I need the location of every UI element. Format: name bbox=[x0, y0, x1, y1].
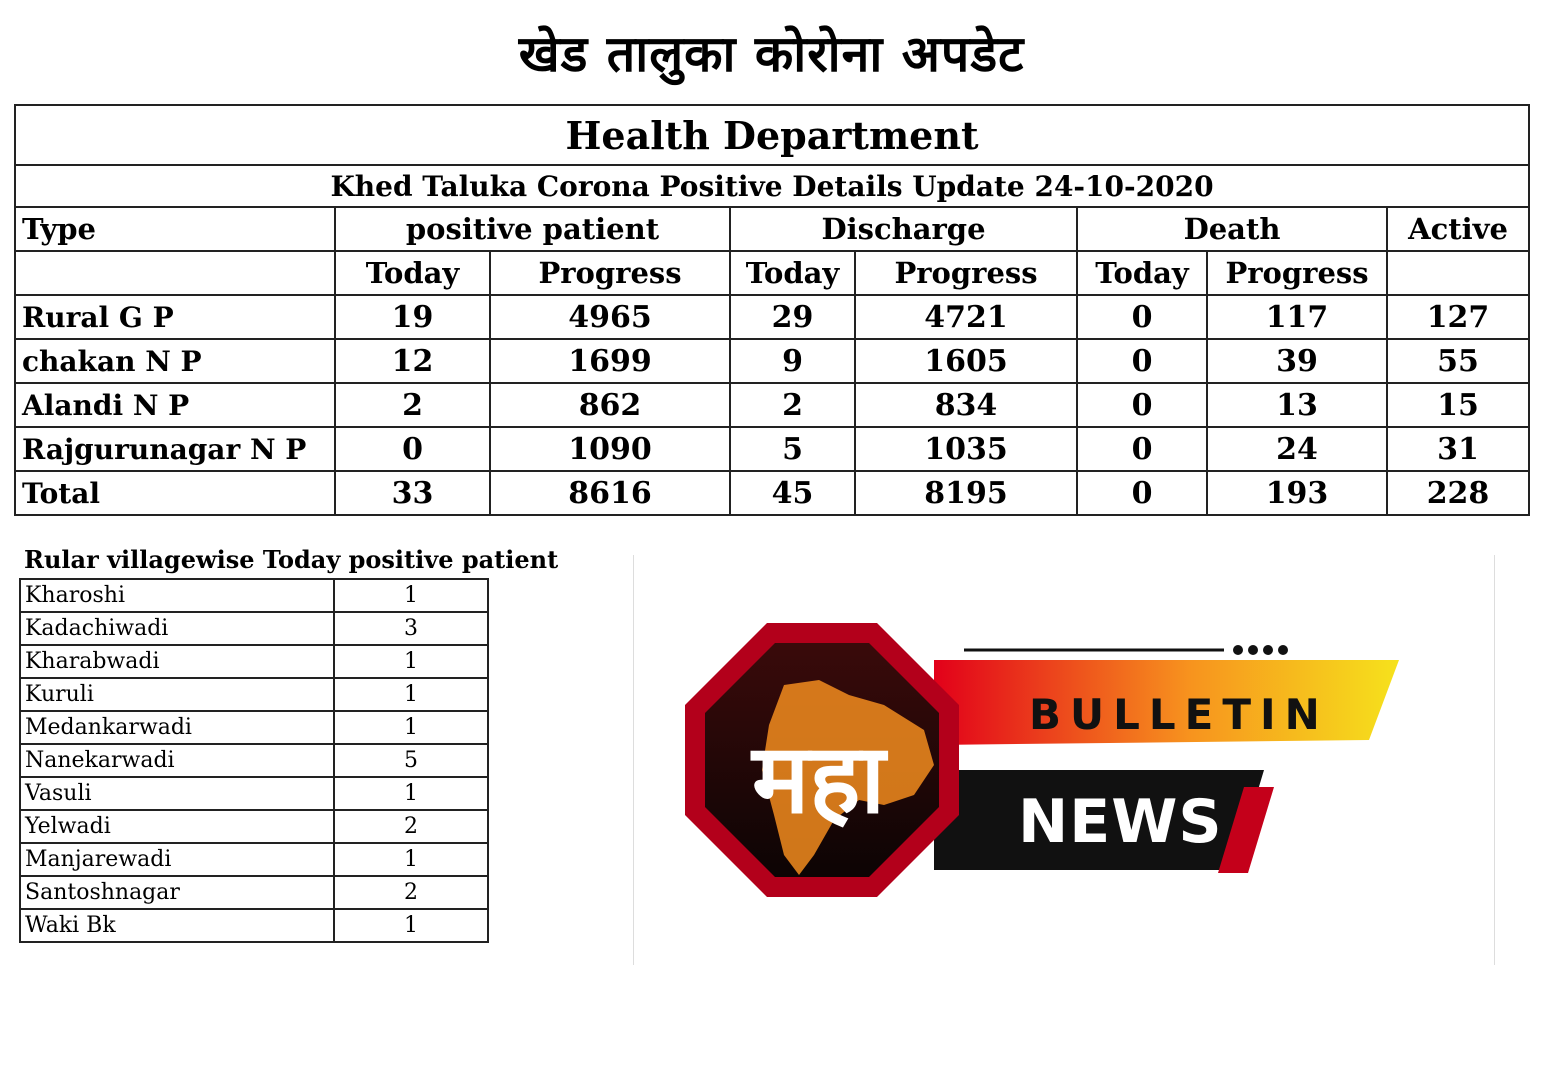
death-progress: 24 bbox=[1207, 427, 1387, 471]
village-count: 1 bbox=[334, 711, 488, 744]
table-title: Health Department bbox=[15, 105, 1529, 165]
list-item bbox=[20, 843, 488, 876]
death-today: 0 bbox=[1077, 295, 1207, 339]
death-today: 0 bbox=[1077, 383, 1207, 427]
village-name: Manjarewadi bbox=[20, 843, 334, 876]
active: 31 bbox=[1387, 427, 1529, 471]
list-item bbox=[20, 645, 488, 678]
death-today: 0 bbox=[1077, 427, 1207, 471]
village-count: 1 bbox=[334, 777, 488, 810]
header-positive-progress: Progress bbox=[490, 251, 730, 295]
village-count: 2 bbox=[334, 810, 488, 843]
header-discharge: Discharge bbox=[730, 207, 1077, 251]
dis-today: 45 bbox=[730, 471, 855, 515]
dis-today: 9 bbox=[730, 339, 855, 383]
header-active-blank bbox=[1387, 251, 1529, 295]
logo-bulletin-text: BULLETIN bbox=[1029, 690, 1329, 739]
logo-news-text: NEWS bbox=[1018, 787, 1223, 857]
list-item bbox=[20, 711, 488, 744]
village-count: 2 bbox=[334, 876, 488, 909]
maha-bulletin-news-logo bbox=[633, 555, 1495, 965]
dis-progress: 1035 bbox=[855, 427, 1077, 471]
table-row bbox=[15, 295, 1529, 339]
dis-progress: 1605 bbox=[855, 339, 1077, 383]
row-type: chakan N P bbox=[15, 339, 335, 383]
list-item bbox=[20, 744, 488, 777]
header-blank bbox=[15, 251, 335, 295]
village-count: 1 bbox=[334, 909, 488, 942]
village-count: 1 bbox=[334, 645, 488, 678]
village-count: 1 bbox=[334, 579, 488, 612]
pos-today: 2 bbox=[335, 383, 490, 427]
village-count: 1 bbox=[334, 678, 488, 711]
list-item bbox=[20, 777, 488, 810]
pos-today: 0 bbox=[335, 427, 490, 471]
pos-today: 33 bbox=[335, 471, 490, 515]
row-type: Rajgurunagar N P bbox=[15, 427, 335, 471]
header-death: Death bbox=[1077, 207, 1387, 251]
village-count: 3 bbox=[334, 612, 488, 645]
list-item bbox=[20, 876, 488, 909]
village-name: Kuruli bbox=[20, 678, 334, 711]
village-name: Yelwadi bbox=[20, 810, 334, 843]
health-department-table bbox=[14, 104, 1530, 516]
village-name: Kharabwadi bbox=[20, 645, 334, 678]
dis-progress: 834 bbox=[855, 383, 1077, 427]
row-type: Rural G P bbox=[15, 295, 335, 339]
list-item bbox=[20, 612, 488, 645]
dis-today: 2 bbox=[730, 383, 855, 427]
header-death-progress: Progress bbox=[1207, 251, 1387, 295]
pos-today: 12 bbox=[335, 339, 490, 383]
table-row-total bbox=[15, 471, 1529, 515]
list-item bbox=[20, 579, 488, 612]
row-type: Alandi N P bbox=[15, 383, 335, 427]
header-positive-today: Today bbox=[335, 251, 490, 295]
village-name: Nanekarwadi bbox=[20, 744, 334, 777]
death-progress: 13 bbox=[1207, 383, 1387, 427]
logo-maha-text: महा bbox=[752, 723, 886, 835]
table-subtitle: Khed Taluka Corona Positive Details Update 24-10-2020 bbox=[15, 165, 1529, 207]
village-name: Medankarwadi bbox=[20, 711, 334, 744]
pos-progress: 862 bbox=[490, 383, 730, 427]
active: 15 bbox=[1387, 383, 1529, 427]
dis-today: 29 bbox=[730, 295, 855, 339]
pos-progress: 4965 bbox=[490, 295, 730, 339]
village-table-title: Rular villagewise Today positive patient bbox=[24, 545, 559, 574]
header-positive: positive patient bbox=[335, 207, 730, 251]
header-death-today: Today bbox=[1077, 251, 1207, 295]
header-discharge-progress: Progress bbox=[855, 251, 1077, 295]
death-progress: 117 bbox=[1207, 295, 1387, 339]
pos-today: 19 bbox=[335, 295, 490, 339]
active: 55 bbox=[1387, 339, 1529, 383]
death-progress: 39 bbox=[1207, 339, 1387, 383]
village-name: Vasuli bbox=[20, 777, 334, 810]
row-type: Total bbox=[15, 471, 335, 515]
death-today: 0 bbox=[1077, 471, 1207, 515]
pos-progress: 8616 bbox=[490, 471, 730, 515]
dis-progress: 8195 bbox=[855, 471, 1077, 515]
active: 228 bbox=[1387, 471, 1529, 515]
table-row bbox=[15, 339, 1529, 383]
page-headline: खेड तालुका कोरोना अपडेट bbox=[518, 25, 1025, 83]
header-discharge-today: Today bbox=[730, 251, 855, 295]
list-item bbox=[20, 909, 488, 942]
dis-today: 5 bbox=[730, 427, 855, 471]
list-item bbox=[20, 678, 488, 711]
list-item bbox=[20, 810, 488, 843]
table-row bbox=[15, 427, 1529, 471]
village-table bbox=[19, 578, 489, 943]
village-name: Waki Bk bbox=[20, 909, 334, 942]
village-count: 1 bbox=[334, 843, 488, 876]
pos-progress: 1090 bbox=[490, 427, 730, 471]
village-name: Santoshnagar bbox=[20, 876, 334, 909]
dis-progress: 4721 bbox=[855, 295, 1077, 339]
header-type: Type bbox=[15, 207, 335, 251]
village-count: 5 bbox=[334, 744, 488, 777]
pos-progress: 1699 bbox=[490, 339, 730, 383]
active: 127 bbox=[1387, 295, 1529, 339]
village-name: Kharoshi bbox=[20, 579, 334, 612]
header-active: Active bbox=[1387, 207, 1529, 251]
death-today: 0 bbox=[1077, 339, 1207, 383]
death-progress: 193 bbox=[1207, 471, 1387, 515]
village-name: Kadachiwadi bbox=[20, 612, 334, 645]
table-row bbox=[15, 383, 1529, 427]
